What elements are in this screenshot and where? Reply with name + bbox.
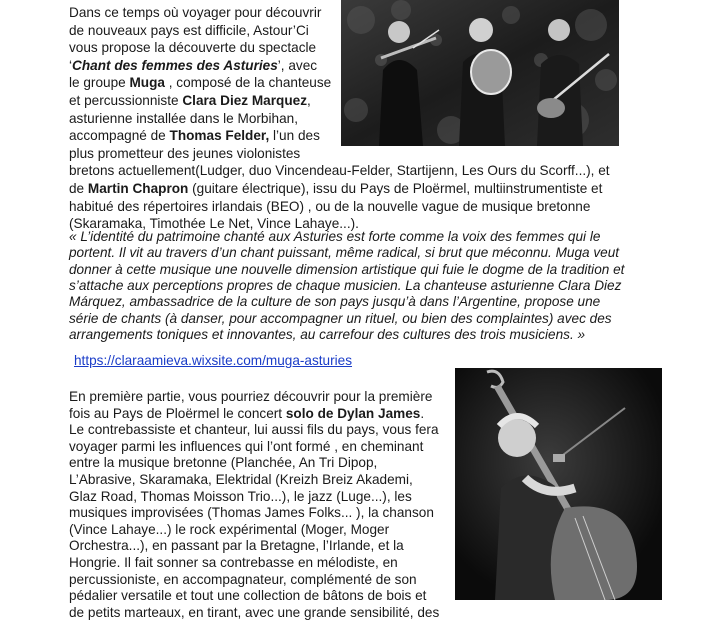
text-line — [69, 421, 439, 438]
text-line — [69, 39, 316, 56]
text-run: bretons actuellement(Ludger, duo Vincendeau-Felder, Startijenn, Les Ours du Scorff...), et — [69, 163, 610, 179]
text-line — [69, 4, 321, 21]
text-line — [69, 22, 309, 39]
text-run: (guitare électrique), issu du Pays de Ploërmel, multiinstrumentiste et — [188, 181, 603, 196]
text-line — [69, 471, 413, 488]
text-run: de nouveaux pays est difficile, Astour’Ci — [69, 22, 309, 38]
text-line — [69, 488, 412, 505]
text-line — [69, 57, 317, 74]
text-run: (Vince Lahaye...) le rock expérimental (Moger, Moger — [69, 521, 390, 537]
text-line — [69, 454, 377, 471]
text-run: L’Abrasive, Skaramaka, Elektridal (Kreizh Breiz Akademi, — [69, 472, 413, 487]
text-run: accompagné de — [69, 128, 170, 144]
text-run: percussioniste, en accompagnateur, complémenté de son — [69, 571, 417, 587]
text-run: . — [420, 405, 425, 421]
text-run: de petits marteaux, en tirant, avec une grande sensibilité, des — [69, 604, 440, 620]
quote-line: série de chants (à danser, pour accompagner un rituel, ou bien des complaintes) avec des — [69, 310, 612, 326]
text-run: habitué des répertoires irlandais (BEO) , ou de la nouvelle vague de musique bretonne — [69, 198, 591, 214]
text-line — [69, 110, 298, 127]
text-line — [69, 180, 602, 197]
emphasis-text: Thomas Felder, — [169, 128, 270, 144]
text-line — [69, 405, 424, 422]
text-line — [69, 74, 331, 91]
text-line — [69, 504, 434, 521]
text-line — [69, 604, 439, 621]
text-run: musiques improvisées (Thomas James Folks... ), la chanson — [69, 505, 434, 521]
muga-trio-photo — [341, 0, 619, 146]
text-line — [69, 438, 423, 455]
text-run: pédalier versatile et tout une collection de bâtons de bois et — [69, 588, 427, 604]
text-run: ‘ — [69, 57, 73, 73]
text-run: fois au Pays de Ploërmel le concert — [69, 405, 286, 421]
text-run: Glaz Road, Thomas Moisson Trio...), le jazz (Luge...), les — [69, 488, 412, 504]
text-run: Hongrie. Il fait sonner sa contrebasse en mélodiste, en — [69, 555, 398, 570]
text-line — [69, 587, 426, 604]
quote-line: « L’identité du patrimoine chanté aux Asturies est forte comme la voix des femmes qui le — [69, 229, 601, 244]
text-line — [69, 521, 389, 538]
text-run: asturienne installée dans le Morbihan, — [69, 110, 298, 126]
text-run: (Skaramaka, Timothée Le Net, Vince Lahaye...). — [69, 216, 359, 232]
quote-line: s’attache aux perceptions propres de chaque musicien. La chanteuse asturienne Clara Diez — [69, 277, 622, 293]
text-line — [69, 145, 300, 162]
text-run: En première partie, vous pourriez découvrir pour la première — [69, 389, 433, 404]
text-run: le groupe — [69, 75, 130, 91]
quote-line: donner à cette musique une nouvelle dimension artistique qui fuie le dogme de la tradition et — [69, 261, 625, 277]
text-line — [69, 127, 320, 144]
text-run: Le contrebassiste et chanteur, lui aussi fils du pays, vous fera — [69, 422, 439, 438]
text-run: , — [307, 93, 311, 108]
text-run: de — [69, 181, 88, 196]
text-line — [69, 388, 432, 405]
emphasis-text: Clara Diez Marquez — [182, 93, 307, 108]
text-run: l’un des — [269, 128, 320, 144]
emphasis-text: Martin Chapron — [87, 181, 189, 196]
emphasis-text: solo de Dylan James — [285, 405, 421, 421]
text-run: plus prometteur des jeunes violonistes — [69, 145, 301, 161]
text-run: ’, avec — [277, 57, 318, 73]
text-run: entre la musique bretonne (Planchée, An Tri Dipop, — [69, 455, 378, 471]
text-run: Orchestra...), en passant par la Bretagne, l’Irlande, et la — [69, 538, 404, 554]
text-run: et percussionniste — [69, 93, 183, 108]
emphasis-text: Chant des femmes des Asturies — [72, 57, 278, 73]
emphasis-text: Muga — [129, 75, 165, 91]
text-line — [69, 198, 590, 215]
quote-line: arrangements toniques et innovantes, au carrefour des cultures des trois musiciens. » — [69, 326, 586, 342]
quote-line: Márquez, ambassadrice de la culture de son pays jusqu’à dans l’Argentine, propose une — [69, 294, 601, 310]
quote-line: portent. Il vit au travers d’un chant puissant, même radical, si brut que méconnu. Muga veut — [69, 245, 620, 261]
text-run: Dans ce temps où voyager pour découvrir — [69, 5, 322, 20]
text-run: , composé de la chanteuse — [164, 75, 332, 91]
text-line — [69, 162, 610, 179]
text-line — [69, 537, 404, 554]
text-run: vous propose la découverte du spectacle — [69, 40, 317, 56]
text-line — [69, 92, 311, 109]
text-line — [69, 554, 398, 571]
text-line — [69, 571, 417, 588]
dylan-james-photo — [455, 368, 662, 600]
text-run: voyager parmi les influences qui l’ont formé , en cheminant — [69, 438, 424, 454]
muga-website-link[interactable]: https://claraamieva.wixsite.com/muga-asturies — [74, 353, 353, 368]
